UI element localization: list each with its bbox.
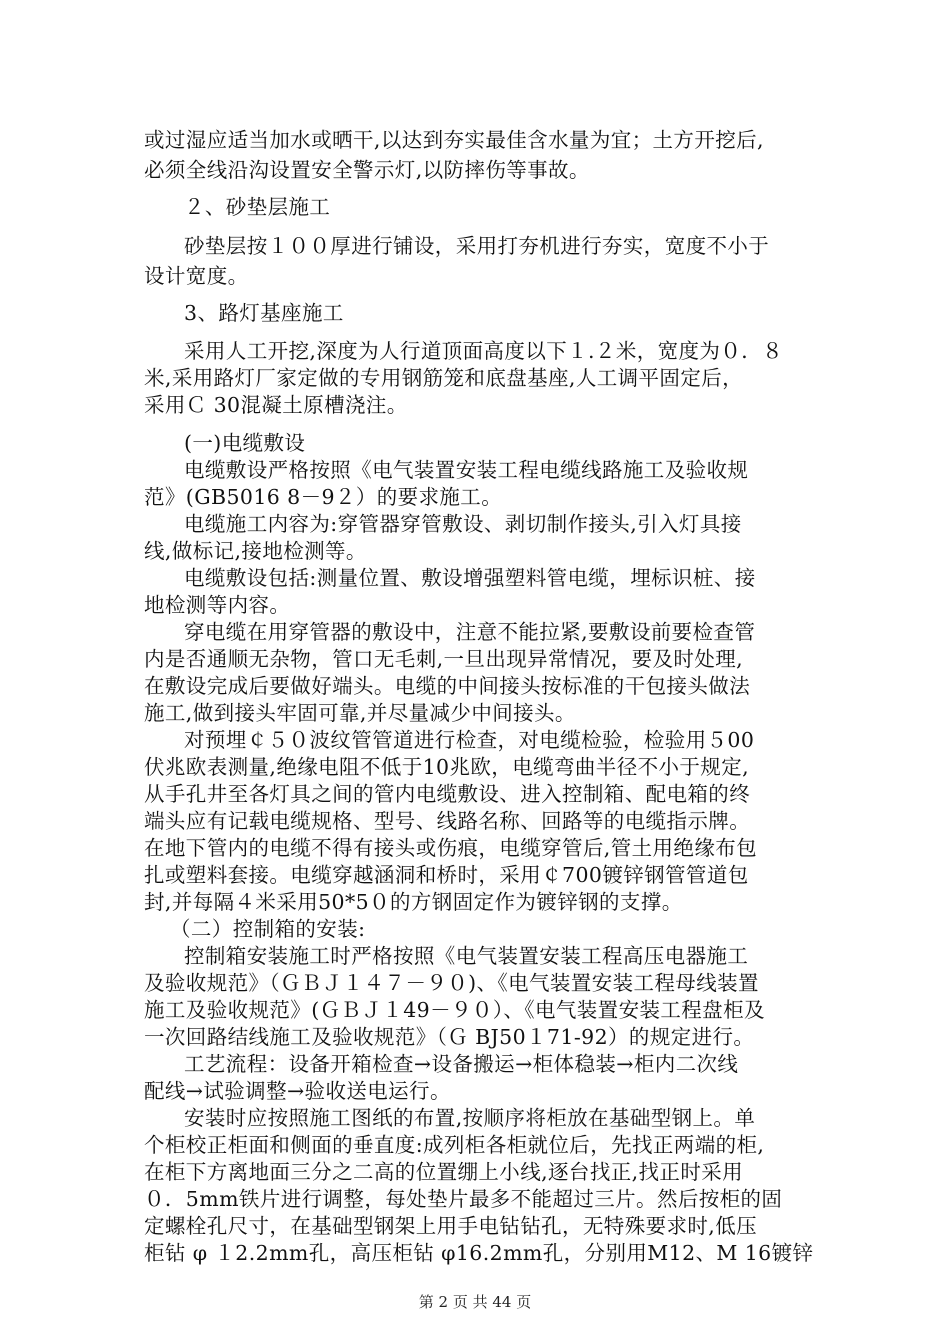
paragraph-line: 配线→试验调整→验收送电运行。 [144,1079,451,1103]
paragraph-line: 必须全线沿沟设置安全警示灯,以防摔伤等事故。 [144,158,590,182]
paragraph-line: 采用Ｃ 30混凝土原槽浇注。 [144,393,408,417]
paragraph-line: 伏兆欧表测量,绝缘电阻不低于10兆欧，电缆弯曲半径不小于规定, [144,755,750,779]
paragraph-line: 电缆敷设包括:测量位置、敷设增强塑料管电缆，埋标识桩、接 [184,566,756,590]
paragraph-line: 采用人工开挖,深度为人行道顶面高度以下１.２米，宽度为０．８ [184,339,784,363]
paragraph-line: 控制箱安装施工时严格按照《电气装置安装工程高压电器施工 [184,944,749,968]
paragraph-line: 在敷设完成后要做好端头。电缆的中间接头按标准的干包接头做法 [144,674,751,698]
paragraph-line: 一次回路结线施工及验收规范》（Ｇ BJ50１71-92）的规定进行。 [144,1025,755,1049]
paragraph-line: 在地下管内的电缆不得有接头或伤痕，电缆穿管后,管土用绝缘布包 [144,836,758,860]
paragraph-line: 封,并每隔４米采用50*5０的方钢固定作为镀锌钢的支撑。 [144,890,683,914]
section-heading: 3、路灯基座施工 [184,301,344,325]
paragraph-line: 扎或塑料套接。电缆穿越涵洞和桥时，采用￠700镀锌钢管管道包 [144,863,749,887]
paragraph-line: 设计宽度。 [144,264,249,288]
paragraph-line: 地检测等内容。 [144,593,291,617]
page-footer: 第 2 页 共 44 页 [418,1293,532,1311]
paragraph-line: 在柜下方离地面三分之二高的位置绷上小线,逐台找正,找正时采用 [144,1160,744,1184]
paragraph-line: 砂垫层按１００厚进行铺设，采用打夯机进行夯实，宽度不小于 [184,234,770,258]
paragraph-line: 定螺栓孔尺寸，在基础型钢架上用手电钻钻孔，无特殊要求时,低压 [144,1214,758,1238]
paragraph-line: 线,做标记,接地检测等。 [144,539,367,563]
paragraph-line: 或过湿应适当加水或晒干,以达到夯实最佳含水量为宜；土方开挖后, [144,128,764,152]
paragraph-line: 穿电缆在用穿管器的敷设中，注意不能拉紧,要敷设前要检查管 [184,620,756,644]
paragraph-line: 施工,做到接头牢固可靠,并尽量减少中间接头。 [144,701,576,725]
paragraph-line: 范》(GB5016 8－9２）的要求施工。 [144,485,503,509]
paragraph-line: 对预埋￠５０波纹管管道进行检查，对电缆检验，检验用５00 [184,728,755,752]
paragraph-line: 端头应有记载电缆规格、型号、线路名称、回路等的电缆指示牌。 [144,809,751,833]
section-heading: (一)电缆敷设 [184,431,306,455]
paragraph-line: 及验收规范》（ＧＢＪ１４７－９０)、《电气装置安装工程母线装置 [144,971,759,995]
paragraph-line: 电缆施工内容为:穿管器穿管敷设、剥切制作接头,引入灯具接 [184,512,742,536]
paragraph-line: 柜钻 φ １2.2mm孔，高压柜钻 φ16.2mm孔，分别用M12、M 16镀锌 [144,1241,814,1265]
paragraph-line: 从手孔井至各灯具之间的管内电缆敷设、进入控制箱、配电箱的终 [144,782,751,806]
paragraph-line: 米,采用路灯厂家定做的专用钢筋笼和底盘基座,人工调平固定后， [144,366,744,390]
paragraph-line: 安装时应按照施工图纸的布置,按顺序将柜放在基础型钢上。单 [184,1106,756,1130]
section-heading: ２、砂垫层施工 [184,195,331,219]
paragraph-line: ０．5mm铁片进行调整，每处垫片最多不能超过三片。然后按柜的固 [144,1187,783,1211]
section-heading: （二）控制箱的安装: [170,917,366,941]
paragraph-line: 施工及验收规范》(ＧＢＪ１49－９０）、《电气装置安装工程盘柜及 [144,998,765,1022]
paragraph-line: 电缆敷设严格按照《电气装置安装工程电缆线路施工及验收规 [184,458,749,482]
paragraph-line: 工艺流程：设备开箱检查→设备搬运→柜体稳装→柜内二次线 [184,1052,739,1076]
paragraph-line: 个柜校正柜面和侧面的垂直度:成列柜各柜就位后，先找正两端的柜, [144,1133,765,1157]
paragraph-line: 内是否通顺无杂物，管口无毛刺,一旦出现异常情况，要及时处理, [144,647,744,671]
